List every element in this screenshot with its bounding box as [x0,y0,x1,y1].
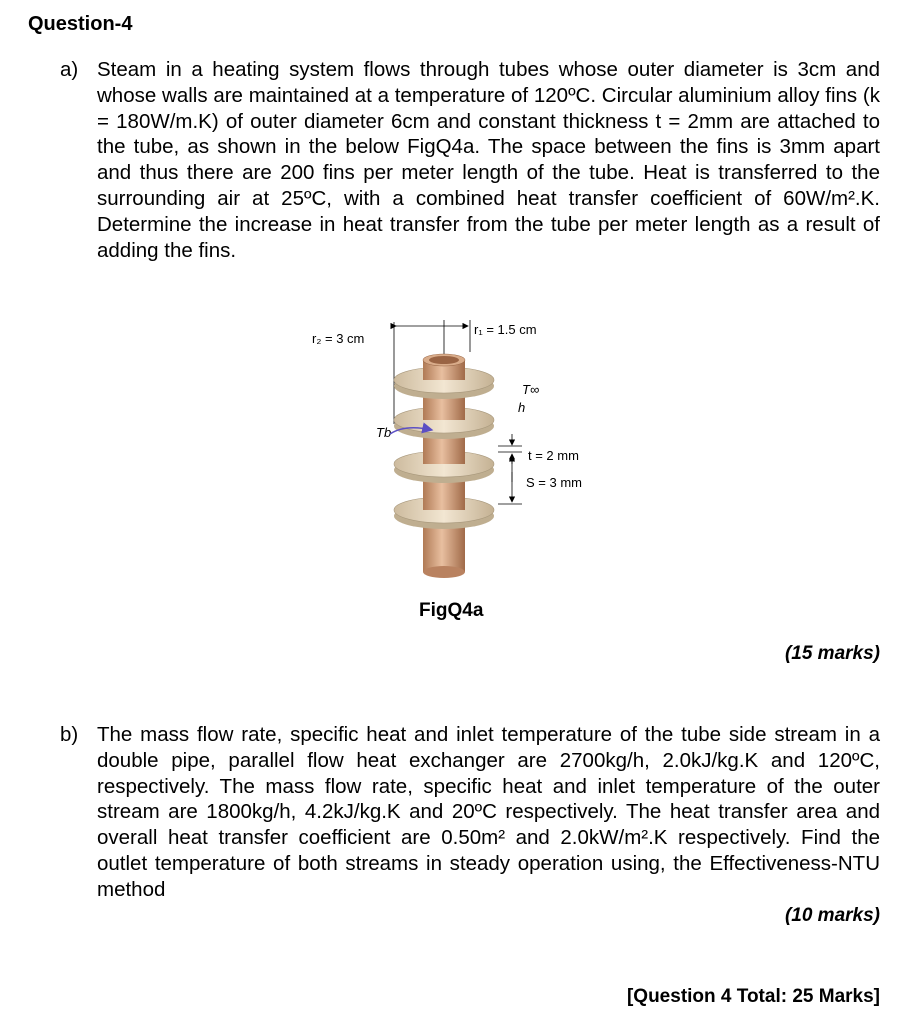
tb-label: Tb [376,425,392,440]
fin-tube-figure [290,312,630,597]
r2-label: r₂ = 3 cm [312,331,365,346]
spacing-dimensions [498,434,522,504]
part-a-text: Steam in a heating system flows through tubes whose outer diameter is 3cm and whose walls are maintained at a temperature of 120ºC. Circular aluminium alloy fins (k = 180W/m.K) of outer diameter 6cm and constant thickness t = 2mm are attached to the tube, as shown in the below FigQ4a. The space between the fins is 3mm apart and thus there are 200 fins per meter length of the tube. Heat is transferred to the surrounding air at 25ºC, with a combined heat transfer coefficient of 60W/m².K. Determine the increase in heat transfer from the tube per meter length as a result of adding the fins. [97,58,880,262]
question-total: [Question 4 Total: 25 Marks] [626,986,880,1007]
question-title: Question-4 [28,13,133,35]
spacing-label: S = 3 mm [526,475,582,490]
part-b-marks: (10 marks) [784,905,880,926]
tube-bore [429,356,459,364]
tube-bottom-end [423,566,465,578]
t-infinity-label: T∞ [522,382,540,397]
part-b-text: The mass flow rate, specific heat and inlet temperature of the tube side stream in a double pipe, parallel flow heat exchanger are 2700kg/h, 2.0kJ/kg.K and 120ºC, respectively. The mass flow rate, specific heat and inlet temperature of the outer stream are 1800kg/h, 4.2kJ/kg.K and 20ºC respectively. The heat transfer area and overall heat transfer coefficient are 0.50m² and 2.0kW/m².K respectively. Find the outlet temperature of both streams in steady operation using, the Effectiveness-NTU method [97,723,880,901]
thickness-label: t = 2 mm [528,448,579,463]
h-label: h [518,400,526,415]
figure-caption: FigQ4a [419,600,484,621]
fin-tube-diagram [290,312,630,597]
r1-label: r₁ = 1.5 cm [474,322,537,337]
part-a-marks: (15 marks) [784,643,880,664]
part-a-label: a) [60,58,79,81]
part-b-label: b) [60,723,79,746]
